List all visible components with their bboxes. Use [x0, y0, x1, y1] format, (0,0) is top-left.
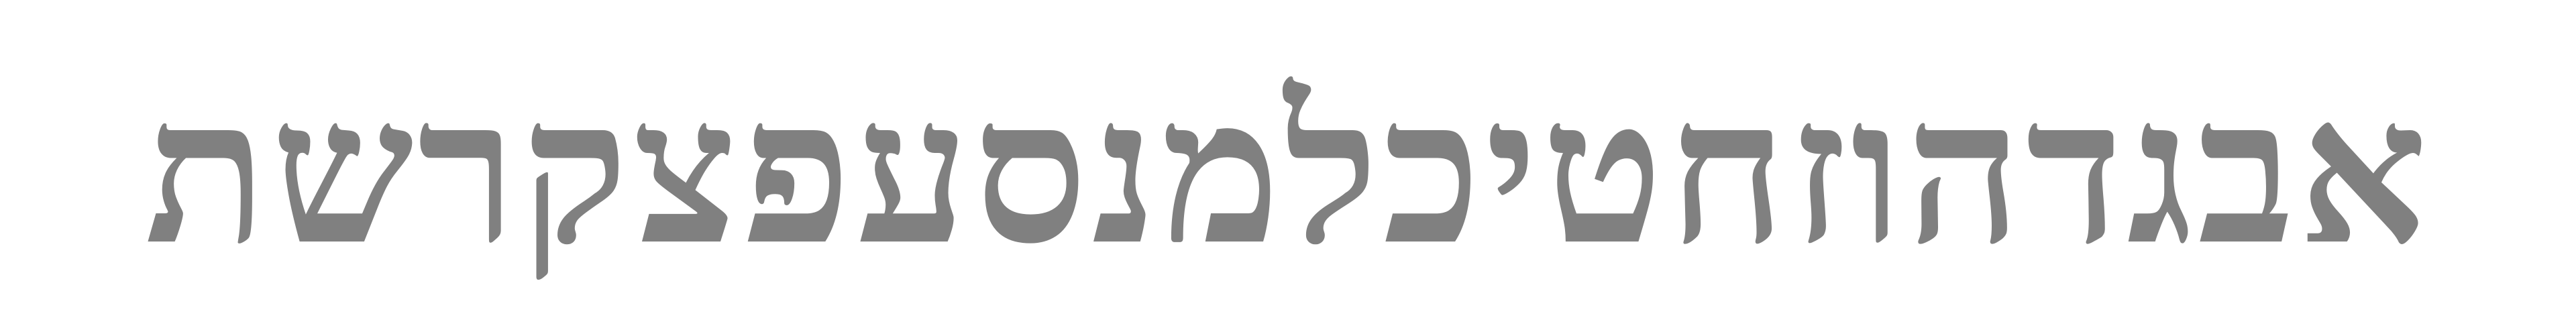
hebrew-alphabet-specimen: אבגדהוזחטיכלמנסעפצקרשת	[144, 52, 2432, 289]
